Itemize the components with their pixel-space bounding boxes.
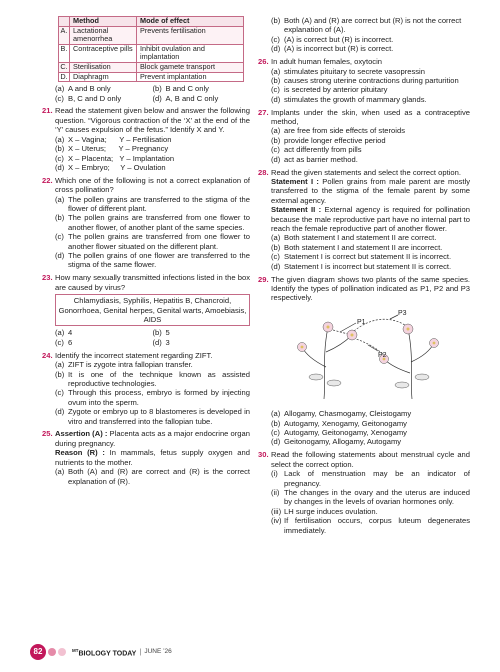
row-method: Diaphragm [70,72,137,82]
option-text: 3 [165,337,170,347]
option-d[interactable] [153,338,251,347]
option-c[interactable] [55,388,250,407]
table-header-blank [59,17,70,27]
option-text: Statement I is correct but statement II is incorrect. [284,252,452,262]
statement-2-text: External agency is required for pollination because the male reproductive part have no internal part to reach the female reproductive part of another flower. [271,205,470,234]
option-text: Statement I is incorrect but statement II is correct. [284,261,452,271]
option-text: ZIFT is zygote intra fallopian transfer. [68,360,193,370]
left-column [42,16,250,486]
option-letter: (c) [271,34,280,44]
option-b[interactable] [55,213,250,232]
option-letter: (d) [271,261,281,271]
option-text: causes strong uterine contractions during parturition [284,75,459,85]
row-effect: Prevents fertilisation [137,26,244,44]
table-header-row [59,17,244,27]
option-d[interactable] [153,94,251,103]
option-text: The pollen grains of one flower are transferred to the stigma of the same flower. [68,251,250,270]
option-letter: (a) [55,84,65,94]
statement-1-text: Pollen grains from male parent are mostly transferred to the stigma of the female parent by some external agency. [271,177,470,205]
option-text: Zygote or embryo up to 8 blastomeres is developed in vitro and transferred into the fallopian tube. [68,407,250,426]
row-effect: Inhibit ovulation and implantation [137,44,244,62]
magazine-title [72,646,136,659]
option-text: A, B and C only [165,93,219,103]
option-a[interactable] [271,409,470,418]
option-text: (A) is correct but (R) is incorrect. [284,34,394,44]
statement-iv [271,516,470,535]
statement-numeral: (i) [271,469,278,479]
contraception-table [58,16,244,82]
question-30 [258,450,470,535]
option-d[interactable] [55,163,250,172]
option-d[interactable] [271,262,470,271]
option-a[interactable] [55,135,250,144]
flower-center [407,327,410,330]
option-text: act differently from pills [284,145,362,155]
option-letter: (a) [55,360,65,370]
label-p2: P2 [378,351,387,359]
option-a[interactable] [271,126,470,135]
option-c[interactable] [271,145,470,154]
q23-options [42,328,250,347]
row-method: Contraceptive pills [70,44,137,62]
row-method: Sterilisation [70,62,137,72]
leaf [415,374,429,380]
page-footer [30,645,172,659]
assertion [55,429,250,448]
option-c[interactable] [55,232,250,251]
reason-text: In mammals, fetus supply oxygen and nutrients to the mother. [55,448,250,467]
option-letter: (c) [55,93,64,103]
option-text: 6 [68,337,73,347]
option-letter: (a) [271,233,281,243]
question-28 [258,168,470,271]
flower-center [351,333,354,336]
question-23 [42,273,250,292]
statement-text: If fertilisation occurs, corpus luteum degenerates immediately. [284,516,470,535]
question-27 [258,108,470,164]
option-a[interactable] [271,233,470,242]
option-text: Allogamy, Chasmogamy, Cleistogamy [284,409,412,419]
option-text: B and C only [165,84,209,94]
option-text: X – Placenta; Y – Implantation [68,153,175,163]
statement-1-label: Statement I : [271,177,319,186]
flower-center [433,341,436,344]
label-p1: P1 [357,318,366,326]
option-letter: (a) [271,409,281,419]
decor-dot [58,648,66,656]
assertion-text: Placenta acts as a major endocrine organ during pregnancy. [55,429,250,448]
statement-2-label: Statement II : [271,205,322,215]
row-label: D. [60,71,68,81]
option-text: Both (A) and (R) are correct and (R) is the correct explanation of (R). [68,467,250,486]
question-text: Which one of the following is not a correct explanation of cross pollination? [55,175,250,195]
plant-1-stem [324,327,328,399]
option-text: A and B only [68,84,111,94]
option-c[interactable] [55,94,153,103]
reason [55,448,250,467]
assertion-label: Assertion (A) : [55,429,108,439]
option-letter: (d) [271,437,281,447]
magazine-prefix: MT [72,647,79,653]
option-letter: (a) [55,134,65,144]
question-text: Read the statement given below and answer the following question. “Vigorous contraction of the ‘X’ at the end of the ‘Y’ causes expulsion of the fetus.” Identify X and Y. [55,106,250,135]
option-text: Both statement I and statement II are incorrect. [284,242,443,252]
option-text: (A) is incorrect but (R) is correct. [284,44,394,54]
leaf [327,380,341,386]
option-text: act as barrier method. [284,154,358,164]
option-letter: (c) [271,85,280,95]
label-line-p3 [390,315,398,319]
option-letter: (b) [271,135,281,145]
flower-center [301,345,304,348]
question-number: 27. [258,107,269,117]
question-29 [258,275,470,303]
sti-list-box: Chlamydiasis, Syphilis, Hepatitis B, Chancroid, Gonorrhoea, Genital herpes, Genital warts, Amoebiasis, AIDS [55,294,250,326]
option-letter: (c) [271,428,280,437]
option-text: stimulates the growth of mammary glands. [284,94,427,104]
option-d[interactable] [271,155,470,164]
page-number: 82 [30,644,46,660]
footer-separator: | [139,647,142,657]
table-row [59,44,244,62]
table-header-method: Method [70,17,137,27]
question-number: 25. [42,429,53,439]
option-text: Through this process, embryo is formed by injecting ovum into the sperm. [68,388,250,407]
leaf [309,374,323,380]
flower-center [327,325,330,328]
option-letter: (d) [271,44,281,54]
row-label: C. [60,61,68,71]
statement-2 [271,205,470,233]
row-effect: Block gamete transport [137,62,244,72]
reason-label: Reason (R) : [55,448,105,458]
option-letter: (a) [55,328,65,338]
question-number: 30. [258,450,269,460]
option-text: The pollen grains are transferred from one flower to another flower situated on the different plant. [68,232,250,251]
question-text: Read the given statements and select the correct option. [271,167,461,177]
question-text: How many sexually transmitted infections listed in the box are caused by virus? [55,273,250,292]
question-number: 24. [42,350,53,360]
option-letter: (a) [271,126,281,136]
row-label: A. [59,26,70,44]
option-text: Geitonogamy, Allogamy, Autogamy [284,437,402,447]
option-letter: (d) [152,337,162,347]
option-text: Both statement I and statement II are correct. [284,233,437,243]
question-number: 22. [42,175,53,185]
option-letter: (b) [55,369,65,379]
option-letter: (c) [55,232,64,242]
table-row [59,26,244,44]
option-letter: (b) [271,75,281,85]
option-letter: (a) [55,194,65,204]
option-letter: (c) [55,337,64,347]
question-text: In adult human females, oxytocin [271,57,383,67]
option-row [55,84,250,93]
option-a[interactable] [55,84,153,93]
statement-text: Lack of menstruation may be an indicator of pregnancy. [284,469,470,488]
option-letter: (b) [152,328,162,338]
question-number: 29. [258,274,269,284]
option-text: B, C and D only [68,93,122,103]
option-b[interactable] [271,136,470,145]
option-c[interactable] [271,85,470,94]
option-a[interactable] [55,467,250,486]
leaf [395,382,409,388]
option-letter: (c) [55,153,64,163]
option-b[interactable] [271,419,470,428]
option-letter: (d) [152,93,162,103]
option-b[interactable] [271,16,470,35]
question-number: 23. [42,273,53,283]
option-text: Both (A) and (R) are correct but (R) is not the correct explanation of (A). [284,16,462,35]
option-letter: (d) [55,162,65,172]
right-column [258,16,470,535]
option-text: stimulates pituitary to secrete vasopressin [284,66,425,76]
option-d[interactable] [271,437,470,446]
option-text: Autogamy, Geitonogamy, Xenogamy [284,428,407,437]
option-text: X – Vagina; Y – Fertilisation [68,134,172,144]
option-a[interactable] [55,195,250,214]
option-text: are free from side effects of steroids [284,126,405,136]
issue-date: JUNE ’26 [144,648,172,656]
question-number: 21. [42,106,53,116]
plant-2-stem [408,329,412,399]
option-letter: (c) [271,252,280,262]
option-letter: (b) [271,418,281,428]
question-26 [258,57,470,104]
option-letter: (d) [55,407,65,417]
label-line-p2 [368,345,378,351]
option-letter: (d) [55,251,65,261]
option-text: X – Embryo; Y – Ovulation [68,162,166,172]
option-d[interactable] [55,407,250,426]
row-label: B. [59,44,70,62]
option-text: provide longer effective period [284,135,386,145]
option-b[interactable] [153,84,251,93]
question-25 [42,429,250,485]
statement-iii [271,507,470,516]
option-d[interactable] [271,44,470,53]
option-letter: (b) [271,16,281,25]
option-b[interactable] [55,144,250,153]
option-text: 5 [165,328,170,338]
statement-numeral: (ii) [271,487,280,497]
option-text: The pollen grains are transferred from one flower to another flower, of another plant of the same species. [68,213,250,232]
q20-options [42,84,250,103]
option-letter: (d) [271,154,281,164]
statement-1 [271,177,470,205]
option-text: The pollen grains are transferred to the stigma of the flower of different plant. [68,194,250,214]
option-letter: (d) [271,94,281,104]
option-letter: (b) [271,242,281,252]
q29-options [258,409,470,447]
option-letter: (a) [55,467,65,477]
statement-text: LH surge induces ovulation. [284,506,378,516]
option-b[interactable] [271,76,470,85]
pollination-diagram [294,307,444,401]
option-c[interactable] [271,252,470,261]
option-text: 4 [68,328,73,338]
statement-i [271,469,470,488]
option-letter: (a) [271,66,281,76]
question-number: 26. [258,57,269,67]
option-b[interactable] [55,370,250,389]
statement-numeral: (iii) [271,506,282,516]
question-21 [42,106,250,172]
question-text: Read the following statements about menstrual cycle and select the correct option. [271,450,470,469]
option-b[interactable] [153,328,251,337]
table-row [59,62,244,72]
option-letter: (b) [152,84,162,94]
option-c[interactable] [55,338,153,347]
option-text: It is one of the technique known as assisted reproductive technologies. [68,369,250,388]
option-c[interactable] [271,35,470,44]
option-row [55,94,250,103]
option-c[interactable] [271,428,470,437]
option-d[interactable] [271,95,470,104]
question-text: Implants under the skin, when used as a contraceptive method, [271,107,470,127]
statement-ii [271,488,470,507]
option-a[interactable] [55,360,250,369]
option-row [55,338,250,347]
option-text: is secreted by anterior pituitary [284,85,388,95]
table-header-effect: Mode of effect [137,17,244,27]
decor-dot [48,648,56,656]
statement-text: The changes in the ovary and the uterus are induced by changes in the levels of ovarian hormones only. [284,487,470,507]
option-row [55,328,250,337]
option-letter: (c) [55,388,64,398]
option-text: Autogamy, Xenogamy, Geitonogamy [284,418,407,428]
table-row [59,72,244,82]
option-letter: (b) [55,213,65,223]
row-effect: Prevent implantation [137,72,244,82]
question-22 [42,176,250,270]
option-text: X – Uterus; Y – Pregnancy [68,144,169,154]
option-b[interactable] [271,243,470,252]
option-a[interactable] [55,328,153,337]
label-p3: P3 [398,309,407,317]
question-text: Identify the incorrect statement regarding ZIFT. [55,350,213,360]
option-a[interactable] [271,67,470,76]
magazine-name: BIOLOGY TODAY [78,649,137,657]
option-letter: (c) [271,145,280,155]
question-number: 28. [258,167,269,177]
option-d[interactable] [55,251,250,270]
statement-numeral: (iv) [271,516,282,526]
option-letter: (b) [55,144,65,154]
question-24 [42,351,250,426]
row-method: Lactational amenorrhea [70,26,137,44]
question-text: The given diagram shows two plants of the same species. Identify the types of pollination indicated as P1, P2 and P3 respectively. [271,274,470,303]
option-c[interactable] [55,154,250,163]
